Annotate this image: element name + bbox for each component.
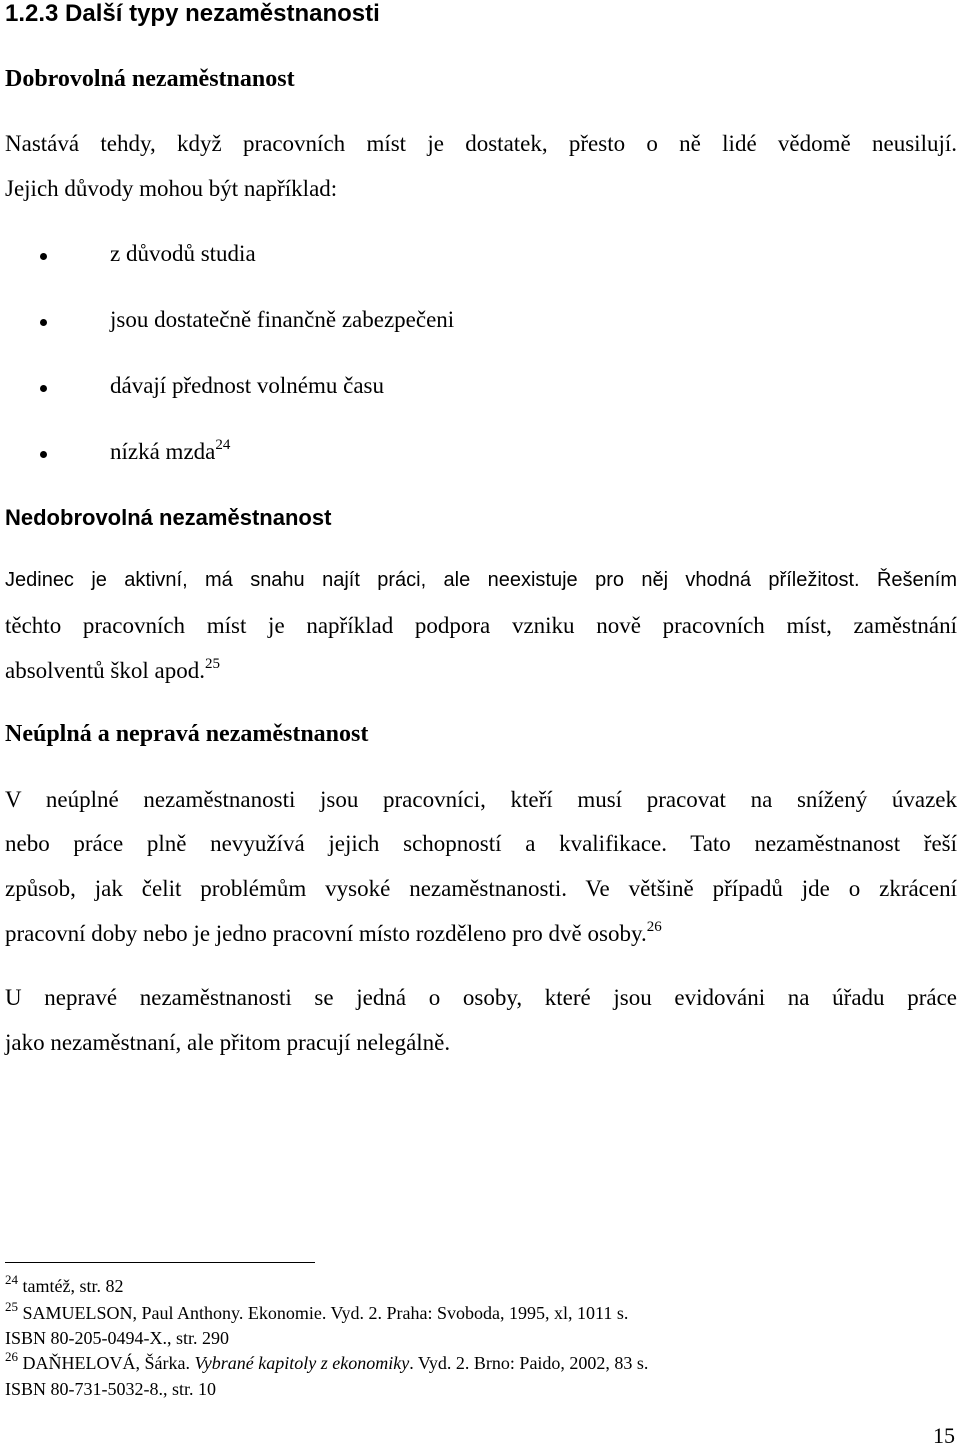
paragraph-line: Jejich důvody mohou být například: — [5, 176, 338, 201]
footnote-text: SAMUELSON, Paul Anthony. Ekonomie. Vyd. 2. Praha: Svoboda, 1995, xl, 1011 s. — [22, 1303, 629, 1323]
bullet-icon — [40, 451, 47, 458]
footnote-24 — [5, 1272, 124, 1297]
paragraph-line: způsob, jak čelit problémům vysoké nezaměstnanosti. Ve většině případů jde o zkrácení — [5, 876, 957, 901]
list-item: dávají přednost volnému času — [110, 373, 385, 398]
bullet-icon — [40, 319, 47, 326]
subheading-voluntary: Dobrovolná nezaměstnanost — [5, 66, 295, 92]
footnote-ref[interactable]: 25 — [204, 656, 220, 672]
subheading-partial: Neúplná a nepravá nezaměstnanost — [5, 721, 369, 747]
paragraph-line — [5, 658, 220, 684]
footnote-text: . Vyd. 2. Brno: Paido, 2002, 83 s. — [409, 1353, 649, 1373]
list-item-text: nízká mzda — [110, 439, 216, 464]
footnote-text: DAŇHELOVÁ, Šárka. — [22, 1353, 195, 1373]
footnote-number: 24 — [5, 1272, 18, 1287]
bullet-icon — [40, 385, 47, 392]
paragraph-line — [5, 921, 662, 947]
list-item: z důvodů studia — [110, 241, 256, 266]
footnote-26-cont: ISBN 80-731-5032-8., str. 10 — [5, 1379, 216, 1399]
footnote-number: 25 — [5, 1299, 18, 1314]
footnote-25-cont: ISBN 80-205-0494-X., str. 290 — [5, 1328, 229, 1348]
section-heading: 1.2.3 Další typy nezaměstnanosti — [5, 0, 380, 27]
bullet-icon — [40, 253, 47, 260]
footnote-number: 26 — [5, 1349, 18, 1364]
paragraph-line: U nepravé nezaměstnanosti se jedná o osoby, které jsou evidováni na úřadu práce — [5, 985, 957, 1010]
footnote-ref[interactable]: 24 — [215, 437, 231, 453]
footnote-text: tamtéž, str. 82 — [22, 1276, 124, 1296]
paragraph-line: jako nezaměstnaní, ale přitom pracují nelegálně. — [5, 1030, 451, 1055]
subheading-involuntary: Nedobrovolná nezaměstnanost — [5, 505, 332, 530]
paragraph-line: Nastává tehdy, když pracovních míst je dostatek, přesto o ně lidé vědomě neusilují. — [5, 131, 957, 156]
footnote-25 — [5, 1299, 629, 1324]
footnote-divider — [5, 1262, 315, 1263]
paragraph-line: nebo práce plně nevyužívá jejich schopností a kvalifikace. Tato nezaměstnanost řeší — [5, 831, 957, 856]
paragraph-text: absolventů škol apod. — [5, 658, 205, 683]
footnote-ref[interactable]: 26 — [646, 919, 662, 935]
paragraph-line: V neúplné nezaměstnanosti jsou pracovníci, kteří musí pracovat na snížený úvazek — [5, 787, 957, 812]
page-number: 15 — [933, 1423, 955, 1448]
book-title: Vybrané kapitoly z ekonomiky — [194, 1353, 410, 1373]
paragraph-line: Jedinec je aktivní, má snahu najít práci, ale neexistuje pro něj vhodná příležitost. Řešením — [5, 569, 957, 591]
footnote-26 — [5, 1349, 649, 1374]
list-item — [110, 439, 230, 465]
paragraph-text: pracovní doby nebo je jedno pracovní místo rozděleno pro dvě osoby. — [5, 921, 647, 946]
paragraph-line: těchto pracovních míst je například podpora vzniku nově pracovních míst, zaměstnání — [5, 613, 957, 638]
list-item: jsou dostatečně finančně zabezpečeni — [110, 307, 455, 332]
